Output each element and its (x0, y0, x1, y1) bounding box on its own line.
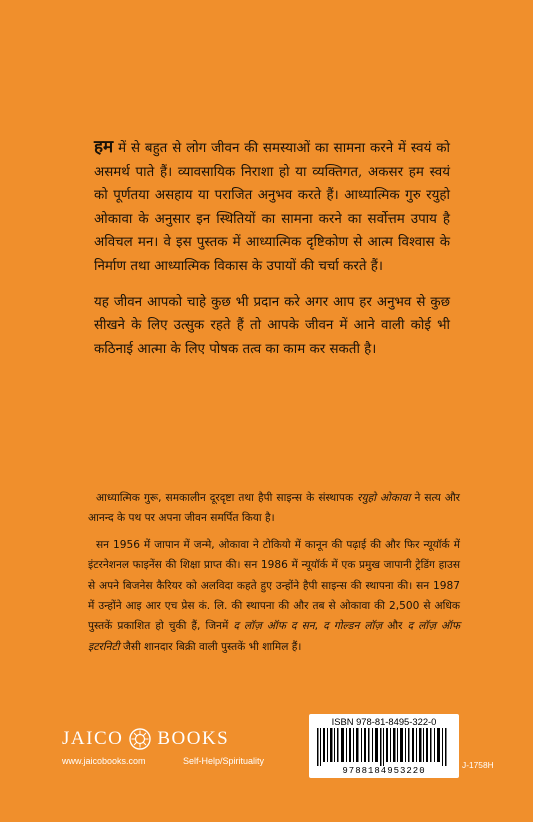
publisher-name-left: JAICO (62, 728, 124, 749)
publisher-name-right: BOOKS (157, 728, 230, 749)
catalog-code: J-1758H (462, 760, 494, 770)
separator: और (382, 620, 408, 633)
sun-logo-icon (129, 728, 151, 750)
blurb-paragraph-2: यह जीवन आपको चाहे कुछ भी प्रदान करे अगर आप हर अनुभव से कुछ सीखने के लिए उत्सुक रहते हैं तो आपके जीवन में आने वाली कोई भी कठिनाई आत्मा के लिए पोषक तत्व का काम कर सकती है। (94, 294, 450, 357)
publisher-website: www.jaicobooks.com (62, 756, 146, 766)
separator: , (314, 620, 324, 633)
blurb-paragraph-1 (94, 136, 450, 279)
isbn-label: ISBN 978-81-8495-322-0 (331, 716, 437, 727)
author-bio (88, 488, 460, 663)
author-bio-paragraph-2 (88, 535, 460, 657)
author-bio-paragraph-1 (88, 488, 460, 529)
author-bio-text: सन 1956 में जापान में जन्मे, ओकावा ने टोकियो में कानून की पढ़ाई की और फिर न्यूयॉर्क में इंटरनेशनल फाइनेंस की शिक्षा प्राप्त की। सन 1986 में न्यूयॉर्क में एक प्रमुख जापानी ट्रेडिंग हाउस से अपने बिजनेस कैरियर को अलविदा कहते हुए उन्होंने हैपी साइन्स की स्थापना की। सन 1987 में उन्होंने आइ आर एच प्रेस कं. लि. की स्थापना की और तब से ओकावा की 2,500 से अधिक पुस्तकें प्रकाशित हो चुकी हैं, जिनमें (88, 538, 460, 633)
author-name: रयुहो ओकावा (357, 492, 411, 504)
back-cover-blurb (94, 136, 450, 373)
book-category: Self-Help/Spirituality (183, 756, 265, 766)
book-title: द लॉज़ ऑफ द सन (233, 620, 315, 633)
barcode-icon (315, 728, 453, 766)
barcode-number: 9788184953220 (342, 766, 426, 776)
barcode-panel (309, 714, 459, 778)
book-title: द लॉज़ ऑफ इटरनिटी (88, 620, 460, 653)
blurb-paragraph-1-text: में से बहुत से लोग जीवन की समस्याओं का सामना करने में स्वयं को असमर्थ पाते हैं। व्यावसायिक निराशा हो या व्यक्तिगत, अकसर हम स्वयं को पूर्णतया असहाय या पराजित अनुभव करते हैं। आध्यात्मिक गुरु रयुहो ओकावा के अनुसार इन स्थितियों का सामना करने का सर्वोत्तम उपाय है अविचल मन। वे इस पुस्तक में आध्यात्मिक दृष्टिकोण से आत्म विश्वास के निर्माण तथा आध्यात्मिक विकास के उपायों की चर्चा करते हैं। (94, 141, 450, 274)
author-bio-text: जैसी शानदार बिक्री वाली पुस्तकें भी शामिल हैं। (119, 640, 302, 653)
author-bio-text: ने सत्य और आनन्द के पथ पर अपना जीवन समर्पित किया है। (88, 492, 460, 525)
publisher-logo (62, 728, 229, 750)
author-bio-text: आध्यात्मिक गुरू, समकालीन दूरदृष्टा तथा हैपी साइन्स के संस्थापक (96, 492, 358, 504)
book-title: द गोल्डन लॉज़ (323, 620, 383, 633)
blurb-lead-word: हम (94, 137, 114, 157)
